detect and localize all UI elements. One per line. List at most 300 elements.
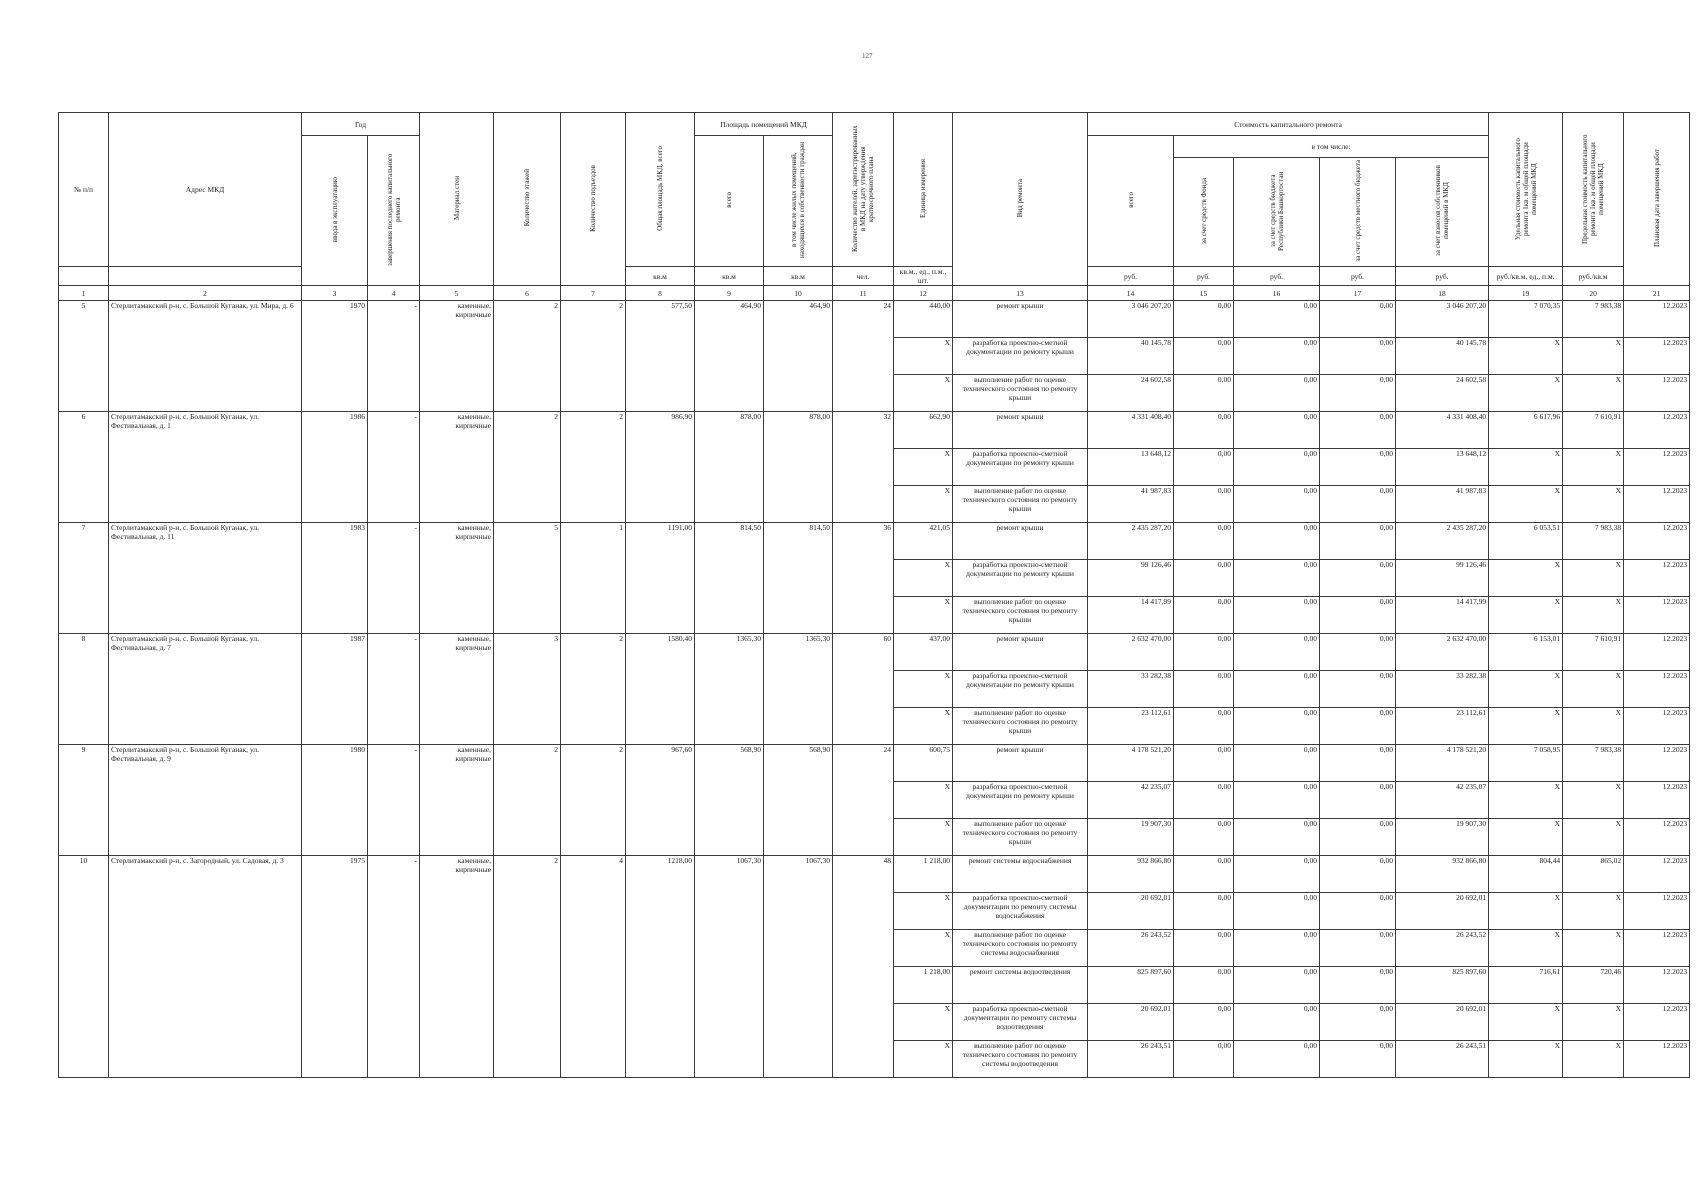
floors-count: 5 [494,523,561,634]
cost-owners: 20 692,01 [1396,893,1489,930]
unit-cost: 6 617,96 [1489,412,1563,449]
work-type: выполнение работ по оценке технического состояния по ремонту крыши [953,375,1088,412]
cost-owners: 40 145,78 [1396,338,1489,375]
cost-owners: 4 178 521,20 [1396,745,1489,782]
header-max-cost: Предельная стоимость капитального ремонта 1кв. м общей площади помещений МКД [1563,113,1624,267]
work-type: ремонт крыши [953,523,1088,560]
total-area: 1191,00 [626,523,695,634]
unit-cost: 7 058,95 [1489,745,1563,782]
cost-rb-budget: 0,00 [1234,893,1320,930]
max-unit-cost: 720,46 [1563,967,1624,1004]
deadline-date: 12.2023 [1624,930,1690,967]
header-cost-group: Стоимость капитального ремонта [1088,113,1489,136]
total-area: 577,50 [626,301,695,412]
cost-total: 13 648,12 [1088,449,1174,486]
row-number: 8 [59,634,109,745]
unit-cell: руб. [1174,267,1234,286]
deadline-date: 12.2023 [1624,301,1690,338]
wall-material: каменные, кирпичные [420,412,494,523]
deadline-date: 12.2023 [1624,634,1690,671]
deadline-date: 12.2023 [1624,893,1690,930]
work-type: выполнение работ по оценке технического состояния по ремонту крыши [953,708,1088,745]
table-row [59,301,1690,338]
wall-material: каменные, кирпичные [420,301,494,412]
column-number: 3 [302,286,368,301]
column-number: 15 [1174,286,1234,301]
deadline-date: 12.2023 [1624,1041,1690,1078]
cost-fund: 0,00 [1174,375,1234,412]
header-material: Материал стен [420,113,494,286]
column-number: 13 [953,286,1088,301]
cost-local-budget: 0,00 [1320,893,1396,930]
max-unit-cost: 7 610,91 [1563,634,1624,671]
work-type: разработка проектно-сметной документации по ремонту системы водоотведения [953,1004,1088,1041]
cost-total: 26 243,51 [1088,1041,1174,1078]
cost-fund: 0,00 [1174,1041,1234,1078]
entrances-count: 2 [561,745,626,856]
capital-repair-table [58,112,1690,1078]
cost-total: 2 435 287,20 [1088,523,1174,560]
column-number: 10 [764,286,833,301]
premises-area: 1365,30 [695,634,764,745]
cost-local-budget: 0,00 [1320,930,1396,967]
header-year-commission: ввода в эксплуатацию [302,136,368,286]
max-unit-cost: X [1563,338,1624,375]
deadline-date: 12.2023 [1624,782,1690,819]
max-unit-cost: X [1563,819,1624,856]
wall-material: каменные, кирпичные [420,745,494,856]
year-commissioned: 1987 [302,634,368,745]
floors-count: 2 [494,856,561,1078]
deadline-date: 12.2023 [1624,745,1690,782]
cost-rb-budget: 0,00 [1234,486,1320,523]
year-commissioned: 1970 [302,301,368,412]
deadline-date: 12.2023 [1624,449,1690,486]
cost-fund: 0,00 [1174,745,1234,782]
cost-fund: 0,00 [1174,930,1234,967]
unit-cost: X [1489,338,1563,375]
cost-owners: 3 046 207,20 [1396,301,1489,338]
house-address: Стерлитамакский р-н, с. Большой Куганак, ул. Фестивальная, д. 7 [109,634,302,745]
unit-cost: X [1489,671,1563,708]
work-volume: X [894,893,953,930]
work-type: выполнение работ по оценке технического состояния по ремонту крыши [953,486,1088,523]
unit-cost: 6 053,51 [1489,523,1563,560]
header-no: № п/п [59,113,109,267]
cost-owners: 19 907,30 [1396,819,1489,856]
cost-owners: 932 866,80 [1396,856,1489,893]
max-unit-cost: X [1563,708,1624,745]
cost-local-budget: 0,00 [1320,412,1396,449]
work-volume: X [894,597,953,634]
house-address: Стерлитамакский р-н, с. Большой Куганак, ул. Фестивальная, д. 11 [109,523,302,634]
cost-local-budget: 0,00 [1320,708,1396,745]
cost-total: 19 907,30 [1088,819,1174,856]
header-floors: Количество этажей [494,113,561,286]
cost-owners: 24 602,58 [1396,375,1489,412]
cost-total: 42 235,07 [1088,782,1174,819]
max-unit-cost: X [1563,930,1624,967]
unit-cell: руб. [1234,267,1320,286]
work-volume: 662,90 [894,412,953,449]
work-volume: X [894,671,953,708]
column-number: 2 [109,286,302,301]
work-volume: 421,05 [894,523,953,560]
residents-count: 24 [833,301,894,412]
work-volume: 600,75 [894,745,953,782]
total-area: 1218,00 [626,856,695,1078]
cost-rb-budget: 0,00 [1234,375,1320,412]
cost-total: 2 632 470,00 [1088,634,1174,671]
year-last-repair: - [368,301,420,412]
residents-count: 32 [833,412,894,523]
cost-rb-budget: 0,00 [1234,301,1320,338]
page-number: 127 [862,52,873,60]
year-commissioned: 1983 [302,523,368,634]
work-volume: X [894,338,953,375]
wall-material: каменные, кирпичные [420,523,494,634]
cost-rb-budget: 0,00 [1234,634,1320,671]
deadline-date: 12.2023 [1624,412,1690,449]
max-unit-cost: X [1563,449,1624,486]
unit-cost: X [1489,486,1563,523]
work-type: ремонт крыши [953,412,1088,449]
header-work-type: Вид ремонта [953,113,1088,286]
cost-total: 24 602,58 [1088,375,1174,412]
unit-cell: руб. [1320,267,1396,286]
header-total-area: Общая площадь МКД, всего [626,113,695,267]
cost-fund: 0,00 [1174,1004,1234,1041]
floors-count: 2 [494,301,561,412]
unit-cost: X [1489,819,1563,856]
cost-owners: 99 126,46 [1396,560,1489,597]
premises-area: 568,90 [695,745,764,856]
max-unit-cost: X [1563,486,1624,523]
max-unit-cost: X [1563,671,1624,708]
unit-cost: 716,61 [1489,967,1563,1004]
work-volume: X [894,782,953,819]
max-unit-cost: 865,02 [1563,856,1624,893]
work-type: выполнение работ по оценке технического состояния по ремонту крыши [953,597,1088,634]
cost-owners: 26 243,52 [1396,930,1489,967]
unit-cell: чел. [833,267,894,286]
cost-total: 3 046 207,20 [1088,301,1174,338]
work-type: разработка проектно-сметной документации по ремонту крыши [953,782,1088,819]
wall-material: каменные, кирпичные [420,634,494,745]
header-area-all: всего [695,136,764,267]
unit-cost: X [1489,560,1563,597]
work-volume: 1 218,00 [894,856,953,893]
cost-owners: 13 648,12 [1396,449,1489,486]
work-type: разработка проектно-сметной документации по ремонту крыши [953,560,1088,597]
deadline-date: 12.2023 [1624,1004,1690,1041]
max-unit-cost: X [1563,893,1624,930]
table-header [59,113,1690,301]
work-volume: X [894,819,953,856]
private-area: 568,90 [764,745,833,856]
work-type: разработка проектно-сметной документации по ремонту системы водоснабжения [953,893,1088,930]
work-volume: X [894,1041,953,1078]
header-year-last-repair: завершения последнего капитального ремонта [368,136,420,286]
max-unit-cost: 7 983,38 [1563,745,1624,782]
cost-rb-budget: 0,00 [1234,745,1320,782]
work-volume: X [894,1004,953,1041]
unit-cost: X [1489,893,1563,930]
header-entrances: Количество подъездов [561,113,626,286]
cost-rb-budget: 0,00 [1234,967,1320,1004]
max-unit-cost: X [1563,560,1624,597]
private-area: 1067,30 [764,856,833,1078]
year-last-repair: - [368,523,420,634]
entrances-count: 2 [561,634,626,745]
cost-owners: 20 692,01 [1396,1004,1489,1041]
unit-cell: руб./кв.м [1563,267,1624,286]
cost-fund: 0,00 [1174,893,1234,930]
cost-total: 40 145,78 [1088,338,1174,375]
cost-fund: 0,00 [1174,560,1234,597]
deadline-date: 12.2023 [1624,486,1690,523]
premises-area: 814,50 [695,523,764,634]
cost-fund: 0,00 [1174,523,1234,560]
cost-rb-budget: 0,00 [1234,1041,1320,1078]
column-number: 7 [561,286,626,301]
year-last-repair: - [368,745,420,856]
cost-rb-budget: 0,00 [1234,523,1320,560]
cost-total: 33 282,38 [1088,671,1174,708]
header-area-private: в том числе жилых помещений, находящихся в собственности граждан [764,136,833,267]
row-number: 6 [59,412,109,523]
work-type: ремонт крыши [953,301,1088,338]
header-unit-cost: Удельная стоимость капитального ремонта 1кв. м общей площади помещений МКД [1489,113,1563,267]
cost-total: 23 112,61 [1088,708,1174,745]
work-volume: X [894,560,953,597]
cost-rb-budget: 0,00 [1234,708,1320,745]
premises-area: 878,00 [695,412,764,523]
unit-cell: кв.м., ед., п.м., шт. [894,267,953,286]
cost-owners: 42 235,07 [1396,782,1489,819]
row-number: 5 [59,301,109,412]
header-address: Адрес МКД [109,113,302,267]
cost-owners: 4 331 408,40 [1396,412,1489,449]
max-unit-cost: 7 983,38 [1563,523,1624,560]
table-row [59,745,1690,782]
cost-total: 932 866,80 [1088,856,1174,893]
cost-total: 26 243,52 [1088,930,1174,967]
cost-rb-budget: 0,00 [1234,449,1320,486]
cost-owners: 2 632 470,00 [1396,634,1489,671]
header-cost-total: всего [1088,136,1174,267]
entrances-count: 1 [561,523,626,634]
column-number: 5 [420,286,494,301]
cost-fund: 0,00 [1174,301,1234,338]
premises-area: 464,90 [695,301,764,412]
total-area: 1580,40 [626,634,695,745]
column-numbers-row [59,286,1690,301]
deadline-date: 12.2023 [1624,856,1690,893]
cost-fund: 0,00 [1174,819,1234,856]
work-type: разработка проектно-сметной документации по ремонту крыши [953,338,1088,375]
house-address: Стерлитамакский р-н, с. Большой Куганак, ул. Мира, д. 6 [109,301,302,412]
work-volume: X [894,486,953,523]
private-area: 878,00 [764,412,833,523]
cost-total: 14 417,99 [1088,597,1174,634]
deadline-date: 12.2023 [1624,560,1690,597]
max-unit-cost: X [1563,782,1624,819]
cost-rb-budget: 0,00 [1234,597,1320,634]
total-area: 986,90 [626,412,695,523]
cost-owners: 23 112,61 [1396,708,1489,745]
table-row [59,856,1690,893]
cost-fund: 0,00 [1174,597,1234,634]
header-cost-sub: в том числе: [1174,136,1489,158]
cost-local-budget: 0,00 [1320,449,1396,486]
deadline-date: 12.2023 [1624,819,1690,856]
column-number: 8 [626,286,695,301]
work-type: выполнение работ по оценке технического состояния по ремонту системы водоснабжения [953,930,1088,967]
house-address: Стерлитамакский р-н, с. Загородный, ул. Садовая, д. 3 [109,856,302,1078]
cost-total: 20 692,01 [1088,1004,1174,1041]
header-cost-fund: за счет средств Фонда [1174,158,1234,267]
cost-rb-budget: 0,00 [1234,1004,1320,1041]
cost-local-budget: 0,00 [1320,967,1396,1004]
cost-rb-budget: 0,00 [1234,930,1320,967]
unit-cost: X [1489,782,1563,819]
header-no-empty [59,267,109,286]
floors-count: 2 [494,745,561,856]
private-area: 1365,30 [764,634,833,745]
entrances-count: 2 [561,301,626,412]
cost-local-budget: 0,00 [1320,782,1396,819]
unit-cost: 6 153,01 [1489,634,1563,671]
cost-owners: 14 417,99 [1396,597,1489,634]
unit-cell: кв.м [626,267,695,286]
deadline-date: 12.2023 [1624,375,1690,412]
column-number: 21 [1624,286,1690,301]
cost-fund: 0,00 [1174,856,1234,893]
unit-cost: X [1489,375,1563,412]
table-row [59,634,1690,671]
premises-area: 1067,30 [695,856,764,1078]
entrances-count: 2 [561,412,626,523]
cost-owners: 825 897,60 [1396,967,1489,1004]
work-type: ремонт крыши [953,745,1088,782]
year-commissioned: 1980 [302,745,368,856]
cost-fund: 0,00 [1174,449,1234,486]
row-number: 7 [59,523,109,634]
deadline-date: 12.2023 [1624,967,1690,1004]
unit-cell: руб. [1396,267,1489,286]
cost-fund: 0,00 [1174,486,1234,523]
cost-local-budget: 0,00 [1320,338,1396,375]
cost-local-budget: 0,00 [1320,745,1396,782]
unit-cost: X [1489,1004,1563,1041]
cost-rb-budget: 0,00 [1234,338,1320,375]
header-residents: Количество жителей, зарегистрированных в МКД на дату утверждения краткосрочного плана [833,113,894,267]
work-type: выполнение работ по оценке технического состояния по ремонту крыши [953,819,1088,856]
cost-local-budget: 0,00 [1320,301,1396,338]
cost-owners: 33 282,38 [1396,671,1489,708]
cost-total: 41 987,83 [1088,486,1174,523]
cost-local-budget: 0,00 [1320,486,1396,523]
work-type: разработка проектно-сметной документации по ремонту крыши [953,671,1088,708]
header-unit: Единица измерения [894,113,953,267]
header-cost-local: за счет средств местного бюджета [1320,158,1396,267]
unit-cost: X [1489,930,1563,967]
unit-cell: руб./кв.м, ед., п.м. [1489,267,1563,286]
column-number: 20 [1563,286,1624,301]
entrances-count: 4 [561,856,626,1078]
floors-count: 3 [494,634,561,745]
column-number: 18 [1396,286,1489,301]
cost-fund: 0,00 [1174,338,1234,375]
work-volume: X [894,449,953,486]
year-last-repair: - [368,412,420,523]
residents-count: 24 [833,745,894,856]
cost-local-budget: 0,00 [1320,1041,1396,1078]
house-address: Стерлитамакский р-н, с. Большой Куганак, ул. Фестивальная, д. 9 [109,745,302,856]
cost-local-budget: 0,00 [1320,560,1396,597]
cost-rb-budget: 0,00 [1234,412,1320,449]
column-number: 6 [494,286,561,301]
table-row [59,523,1690,560]
cost-fund: 0,00 [1174,708,1234,745]
cost-total: 99 126,46 [1088,560,1174,597]
private-area: 464,90 [764,301,833,412]
cost-total: 4 178 521,20 [1088,745,1174,782]
cost-owners: 41 987,83 [1396,486,1489,523]
year-last-repair: - [368,856,420,1078]
deadline-date: 12.2023 [1624,708,1690,745]
cost-local-budget: 0,00 [1320,597,1396,634]
cost-rb-budget: 0,00 [1234,782,1320,819]
max-unit-cost: X [1563,1004,1624,1041]
cost-fund: 0,00 [1174,412,1234,449]
column-number: 17 [1320,286,1396,301]
row-number: 10 [59,856,109,1078]
header-cost-owners: за счет взносов собственников помещений в МКД [1396,158,1489,267]
column-number: 12 [894,286,953,301]
header-deadline: Плановая дата завершения работ [1624,113,1690,286]
work-volume: 1 218,00 [894,967,953,1004]
house-address: Стерлитамакский р-н, с. Большой Куганак, ул. Фестивальная, д. 1 [109,412,302,523]
max-unit-cost: 7 610,91 [1563,412,1624,449]
cost-local-budget: 0,00 [1320,634,1396,671]
column-number: 14 [1088,286,1174,301]
work-volume: 437,00 [894,634,953,671]
cost-owners: 2 435 287,20 [1396,523,1489,560]
cost-fund: 0,00 [1174,671,1234,708]
column-number: 9 [695,286,764,301]
unit-cost: 7 070,35 [1489,301,1563,338]
unit-cost: X [1489,597,1563,634]
private-area: 814,50 [764,523,833,634]
column-number: 1 [59,286,109,301]
total-area: 967,60 [626,745,695,856]
cost-owners: 26 243,51 [1396,1041,1489,1078]
cost-rb-budget: 0,00 [1234,671,1320,708]
unit-cost: X [1489,449,1563,486]
year-commissioned: 1986 [302,412,368,523]
max-unit-cost: X [1563,375,1624,412]
deadline-date: 12.2023 [1624,671,1690,708]
column-number: 16 [1234,286,1320,301]
unit-cost: 804,44 [1489,856,1563,893]
cost-rb-budget: 0,00 [1234,560,1320,597]
residents-count: 36 [833,523,894,634]
wall-material: каменные, кирпичные [420,856,494,1078]
max-unit-cost: X [1563,1041,1624,1078]
deadline-date: 12.2023 [1624,523,1690,560]
